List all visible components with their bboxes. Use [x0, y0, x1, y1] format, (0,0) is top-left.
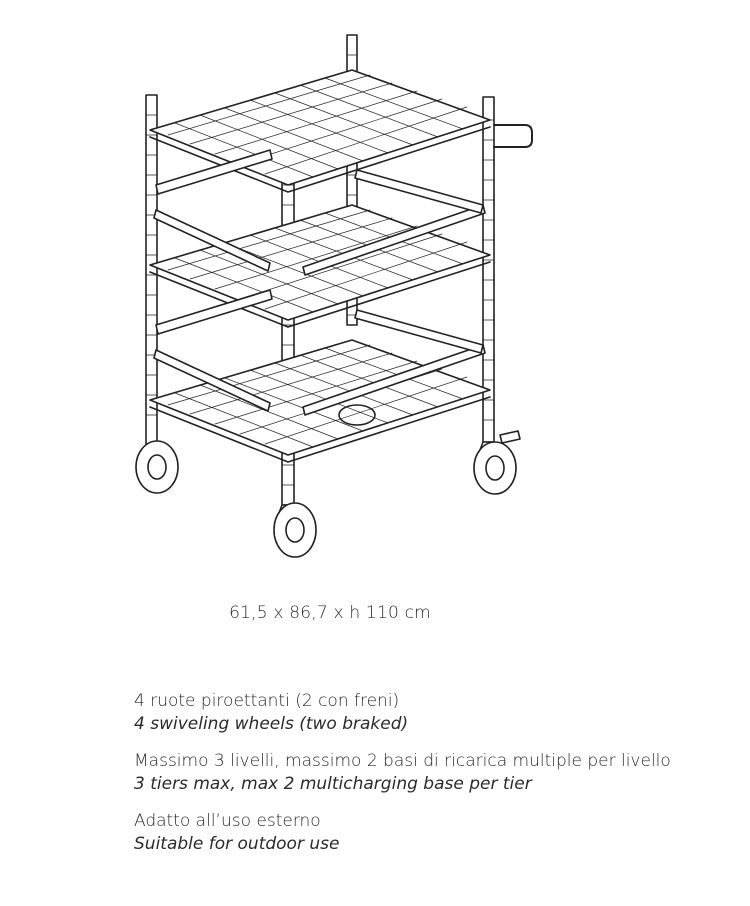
feature-tiers-italian: Massimo 3 livelli, massimo 2 basi di ricarica multiple per livello [134, 751, 671, 771]
feature-wheels-italian: 4 ruote piroettanti (2 con freni) [134, 691, 400, 711]
feature-wheels [134, 690, 734, 736]
features-list [134, 690, 734, 870]
feature-tiers [134, 750, 734, 796]
feature-wheels-english: 4 swiveling wheels (two braked) [134, 714, 409, 734]
wire-shelf-trolley-icon [120, 25, 550, 570]
trolley-illustration [120, 25, 550, 570]
feature-outdoor-english: Suitable for outdoor use [134, 834, 340, 854]
feature-outdoor [134, 810, 734, 856]
feature-tiers-english: 3 tiers max, max 2 multicharging base per tier [134, 774, 532, 794]
handle [494, 125, 532, 147]
feature-outdoor-italian: Adatto all’uso esterno [134, 811, 321, 831]
dimensions-text: 61,5 x 86,7 x h 110 cm [229, 603, 431, 623]
